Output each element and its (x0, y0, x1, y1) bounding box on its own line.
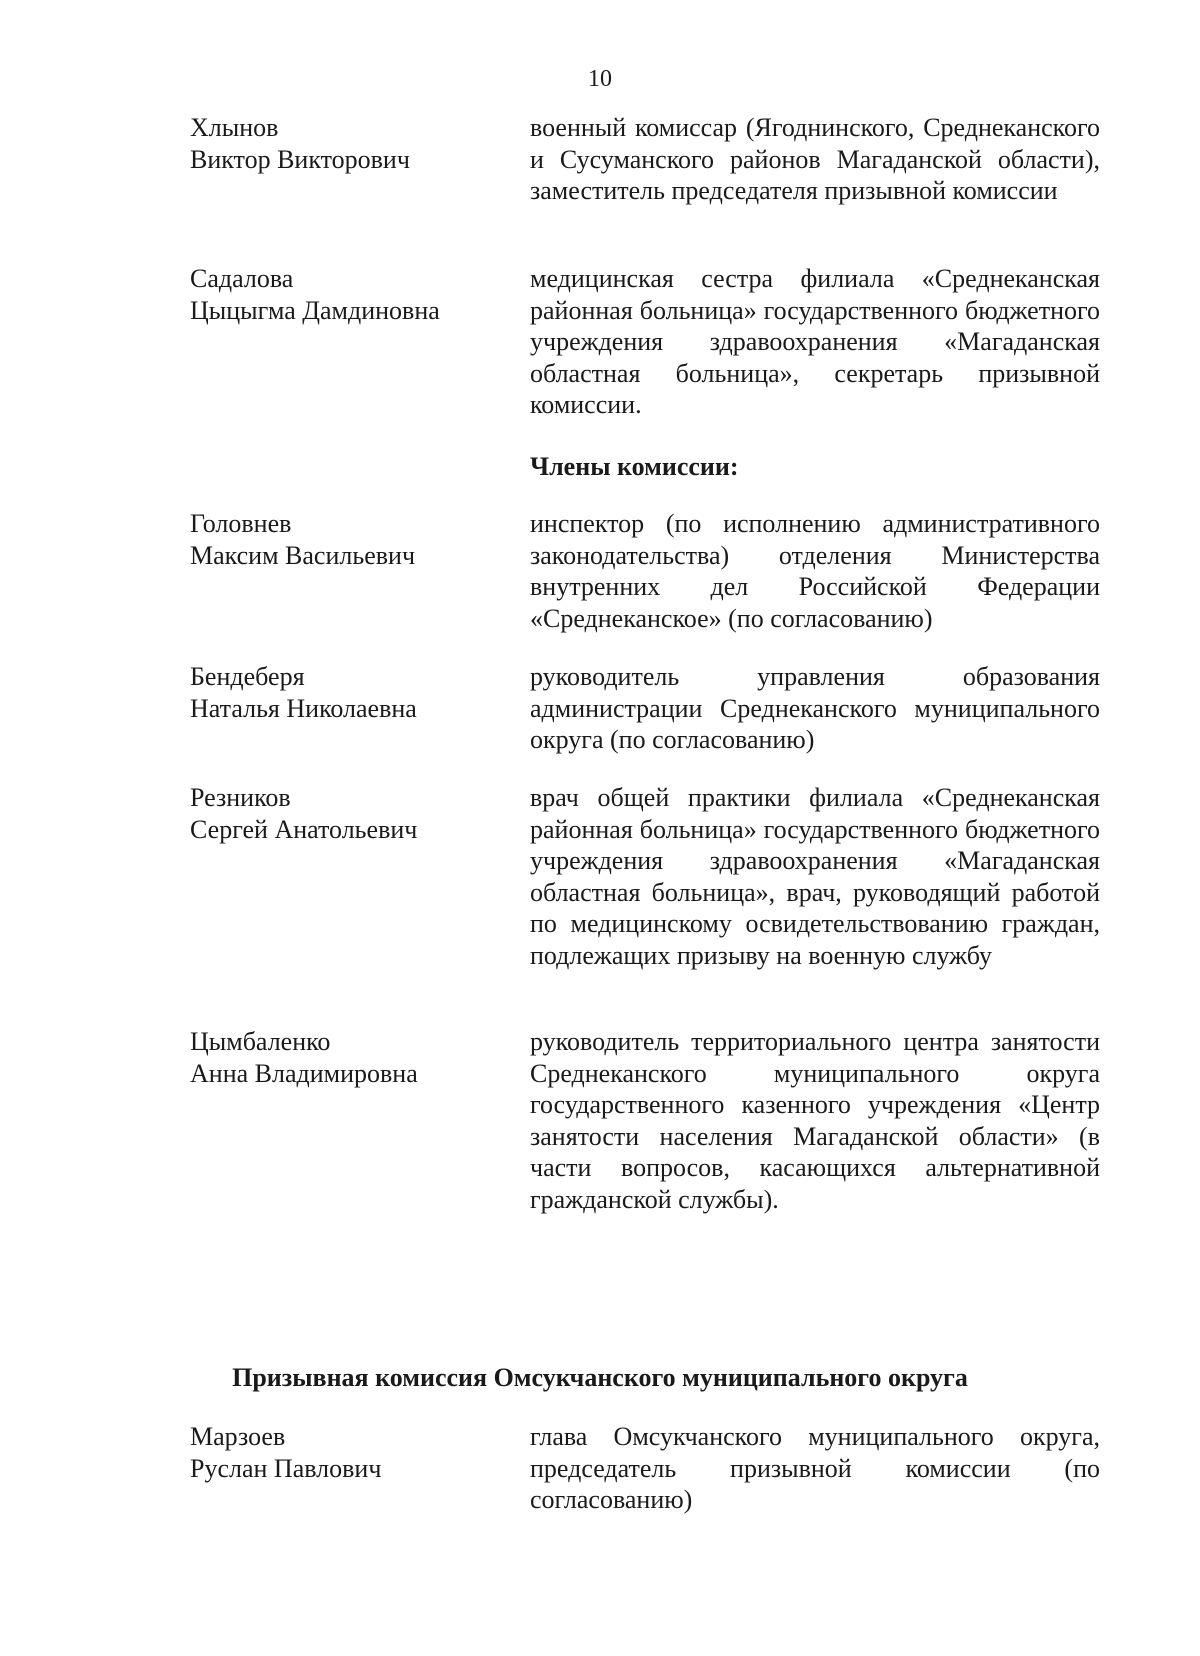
person-role: инспектор (по исполнению административного законодательства) отделения Министерства внутренних дел Российской Федерации «Среднеканское» (по согласованию) (530, 509, 1100, 633)
surname: Бендеберя (190, 662, 305, 691)
surname: Марзоев (190, 1422, 286, 1451)
person-role: глава Омсукчанского муниципального округа, председатель призывной комиссии (по согласованию) (530, 1422, 1100, 1514)
section-title: Призывная комиссия Омсукчанского муниципального округа (232, 1363, 968, 1392)
person-name (190, 661, 510, 724)
members-heading: Члены комиссии: (530, 452, 739, 481)
person-name (190, 263, 510, 326)
person-name (190, 782, 510, 845)
person-role: медицинская сестра филиала «Среднеканская районная больница» государственного бюджетного учреждения здравоохранения «Магаданская областная больница», секретарь призывной комиссии. (530, 264, 1100, 419)
surname: Головнев (190, 509, 292, 538)
given-names: Руслан Павлович (190, 1453, 382, 1483)
given-names: Наталья Николаевна (190, 693, 417, 723)
surname: Цымбаленко (190, 1027, 331, 1056)
person-role: врач общей практики филиала «Среднеканская районная больница» государственного бюджетного учреждения здравоохранения «Магаданская областная больница», врач, руководящий работой по медицинскому освидетельствованию граждан, подлежащих призыву на военную службу (530, 783, 1100, 970)
page-number: 10 (588, 66, 612, 92)
given-names: Сергей Анатольевич (190, 814, 418, 844)
given-names: Анна Владимировна (190, 1058, 418, 1088)
person-name (190, 1421, 510, 1484)
given-names: Максим Васильевич (190, 540, 416, 570)
person-role: руководитель территориального центра занятости Среднеканского муниципального округа государственного казенного учреждения «Центр занятости населения Магаданской области» (в части вопросов, касающихся альтернативной гражданской службы). (530, 1027, 1100, 1214)
person-name (190, 508, 510, 571)
given-names: Виктор Викторович (190, 144, 410, 174)
given-names: Цыцыгма Дамдиновна (190, 295, 440, 325)
surname: Садалова (190, 264, 294, 293)
surname: Хлынов (190, 113, 279, 142)
person-name (190, 1026, 510, 1089)
person-name (190, 112, 510, 175)
surname: Резников (190, 783, 291, 812)
person-role: военный комиссар (Ягоднинского, Среднеканского и Сусуманского районов Магаданской области), заместитель председателя призывной комиссии (530, 113, 1100, 205)
person-role: руководитель управления образования администрации Среднеканского муниципального округа (по согласованию) (530, 662, 1100, 754)
